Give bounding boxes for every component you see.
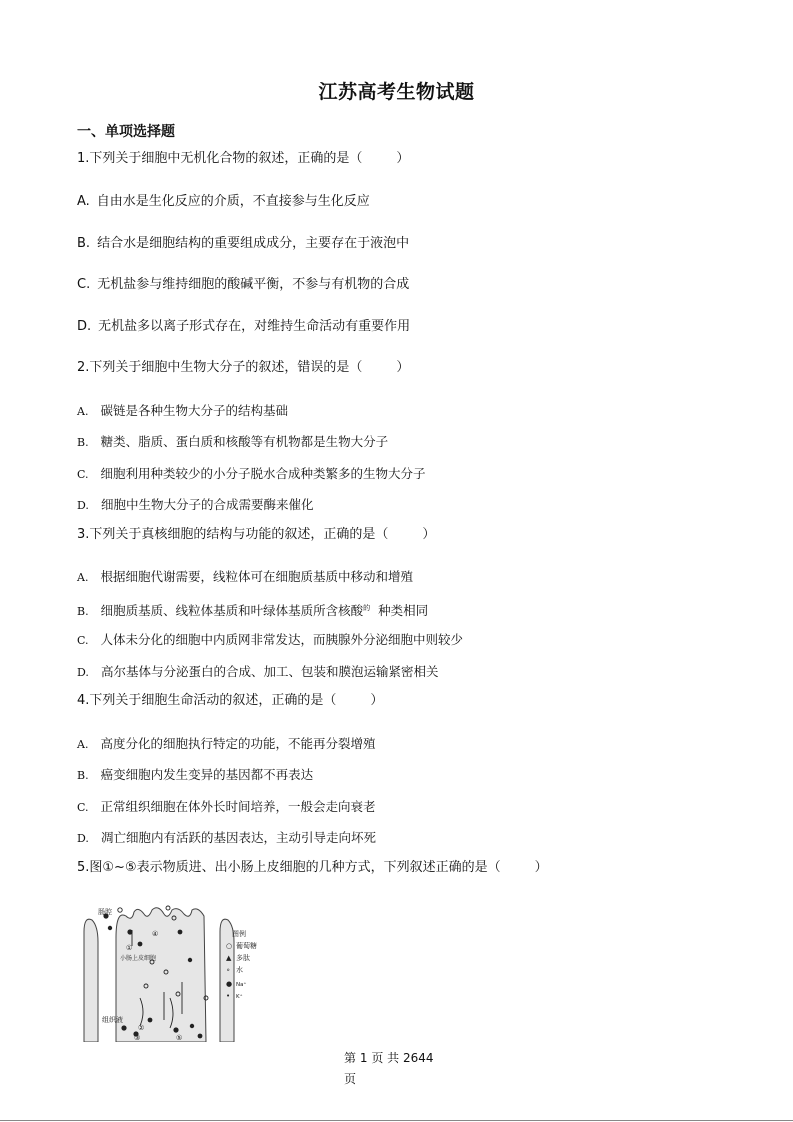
question-close: ） bbox=[370, 693, 384, 708]
legend-sodium: Na⁺ bbox=[236, 982, 247, 988]
question-number: 3. bbox=[77, 527, 90, 542]
option-text: 自由水是生化反应的介质，不直接参与生化反应 bbox=[96, 194, 370, 209]
question-close: ） bbox=[396, 151, 410, 166]
q4-option-d bbox=[77, 829, 376, 848]
page-footer bbox=[344, 1048, 434, 1090]
option-text: 正常组织细胞在体外长时间培养，一般会走向衰老 bbox=[100, 799, 376, 814]
option-text: 无机盐参与维持细胞的酸碱平衡，不参与有机物的合成 bbox=[97, 277, 410, 292]
question-5 bbox=[77, 859, 548, 877]
left-villus bbox=[84, 919, 98, 1042]
option-text: 结合水是细胞结构的重要组成成分，主要存在于液泡中 bbox=[97, 236, 410, 251]
q2-option-b bbox=[77, 433, 388, 452]
option-label: A. bbox=[77, 571, 89, 584]
footer-middle: 页 共 bbox=[371, 1051, 400, 1065]
legend-symbol: • bbox=[226, 992, 231, 1000]
option-text: 高度分化的细胞执行特定的功能，不能再分裂增殖 bbox=[100, 736, 376, 751]
option-label: B. bbox=[77, 769, 89, 782]
option-text: 凋亡细胞内有活跃的基因表达，主动引导走向坏死 bbox=[100, 830, 376, 845]
page-title: 江苏高考生物试题 bbox=[318, 81, 475, 103]
page-bottom-rule bbox=[0, 1120, 793, 1121]
option-label: C. bbox=[77, 801, 89, 814]
legend-title: 图例 bbox=[232, 930, 246, 938]
option-label: D. bbox=[77, 499, 89, 512]
q4-option-c bbox=[77, 798, 376, 817]
legend-peptide: 多肽 bbox=[236, 954, 250, 962]
q3-option-b bbox=[77, 599, 428, 621]
option-text: 癌变细胞内发生变异的基因都不再表达 bbox=[100, 767, 314, 782]
page-number: 1 bbox=[359, 1051, 368, 1065]
tissue-label: 组织液 bbox=[102, 1016, 123, 1024]
question-1 bbox=[77, 150, 409, 168]
q3-option-d bbox=[77, 663, 438, 682]
legend-symbol: ○ bbox=[226, 942, 233, 950]
option-text: 人体未分化的细胞中内质网非常发达，而胰腺外分泌细胞中则较少 bbox=[100, 632, 464, 647]
lumen-label: 肠腔 bbox=[98, 908, 112, 916]
section-heading: 一、单项选择题 bbox=[77, 124, 175, 140]
question-stem: 下列关于细胞中无机化合物的叙述，正确的是（ bbox=[89, 151, 363, 166]
question-4 bbox=[77, 692, 383, 710]
q3-option-a bbox=[77, 568, 413, 587]
intestinal-cell-figure bbox=[80, 902, 276, 1042]
option-text: 无机盐多以离子形式存在，对维持生命活动有重要作用 bbox=[98, 319, 411, 334]
q4-option-a bbox=[77, 735, 375, 754]
page-total: 2644 bbox=[402, 1051, 434, 1065]
question-stem: 图①~⑤表示物质进、出小肠上皮细胞的几种方式，下列叙述正确的是（ bbox=[89, 860, 501, 875]
question-number: 2. bbox=[77, 360, 90, 375]
legend-symbol: ▲ bbox=[226, 954, 232, 962]
option-label: C. bbox=[77, 634, 89, 647]
option-label: B. bbox=[77, 436, 89, 449]
question-close: ） bbox=[422, 527, 436, 542]
marker-1: ① bbox=[126, 944, 133, 952]
question-close: ） bbox=[396, 360, 410, 375]
q2-option-d bbox=[77, 496, 313, 515]
option-text: 细胞中生物大分子的合成需要酶来催化 bbox=[100, 497, 314, 512]
cell-body bbox=[116, 908, 206, 1042]
q2-option-c bbox=[77, 465, 426, 484]
question-2 bbox=[77, 359, 409, 377]
footer-prefix: 第 bbox=[344, 1051, 357, 1065]
option-label: C. bbox=[77, 277, 91, 292]
option-text: 碳链是各种生物大分子的结构基础 bbox=[100, 403, 288, 418]
legend-potassium: K⁺ bbox=[236, 994, 243, 1000]
q3-option-c bbox=[77, 631, 463, 650]
question-close: ） bbox=[534, 860, 548, 875]
option-label: B. bbox=[77, 236, 91, 251]
q1-option-c bbox=[77, 276, 409, 294]
legend-symbol: ∘ bbox=[226, 966, 231, 974]
question-number: 1. bbox=[77, 151, 90, 166]
option-label: D. bbox=[77, 832, 89, 845]
superscript-mark: 的 bbox=[363, 604, 371, 612]
option-text-tail: 种类相同 bbox=[378, 603, 429, 619]
marker-2: ② bbox=[138, 1024, 145, 1032]
option-text: 根据细胞代谢需要，线粒体可在细胞质基质中移动和增殖 bbox=[100, 569, 413, 584]
q1-option-a bbox=[77, 193, 370, 211]
question-number: 4. bbox=[77, 693, 90, 708]
legend-water: 水 bbox=[236, 966, 243, 974]
option-label: C. bbox=[77, 468, 89, 481]
option-text: 高尔基体与分泌蛋白的合成、加工、包装和膜泡运输紧密相关 bbox=[100, 664, 439, 679]
option-text: 细胞质基质、线粒体基质和叶绿体基质所含核酸 bbox=[100, 603, 364, 619]
question-3 bbox=[77, 526, 435, 544]
q1-option-b bbox=[77, 235, 409, 253]
question-stem: 下列关于细胞中生物大分子的叙述，错误的是（ bbox=[89, 360, 363, 375]
cell-label: 小肠上皮细胞 bbox=[120, 955, 157, 962]
question-stem: 下列关于细胞生命活动的叙述，正确的是（ bbox=[89, 693, 337, 708]
question-stem: 下列关于真核细胞的结构与功能的叙述，正确的是（ bbox=[89, 527, 389, 542]
footer-suffix: 页 bbox=[344, 1072, 357, 1086]
q2-option-a bbox=[77, 402, 288, 421]
option-label: D. bbox=[77, 666, 89, 679]
question-number: 5. bbox=[77, 860, 90, 875]
option-text: 糖类、脂质、蛋白质和核酸等有机物都是生物大分子 bbox=[100, 434, 389, 449]
marker-4: ④ bbox=[152, 930, 159, 938]
legend-symbol: ● bbox=[226, 980, 233, 988]
marker-5: ⑤ bbox=[176, 1034, 183, 1042]
option-label: B. bbox=[77, 605, 89, 619]
legend-glucose: 葡萄糖 bbox=[236, 942, 257, 950]
option-label: A. bbox=[77, 194, 90, 209]
option-text: 细胞利用种类较少的小分子脱水合成种类繁多的生物大分子 bbox=[100, 466, 426, 481]
option-label: A. bbox=[77, 405, 89, 418]
q4-option-b bbox=[77, 766, 313, 785]
option-label: A. bbox=[77, 738, 89, 751]
marker-3: ③ bbox=[134, 1034, 141, 1042]
q1-option-d bbox=[77, 318, 410, 336]
option-label: D. bbox=[77, 319, 92, 334]
